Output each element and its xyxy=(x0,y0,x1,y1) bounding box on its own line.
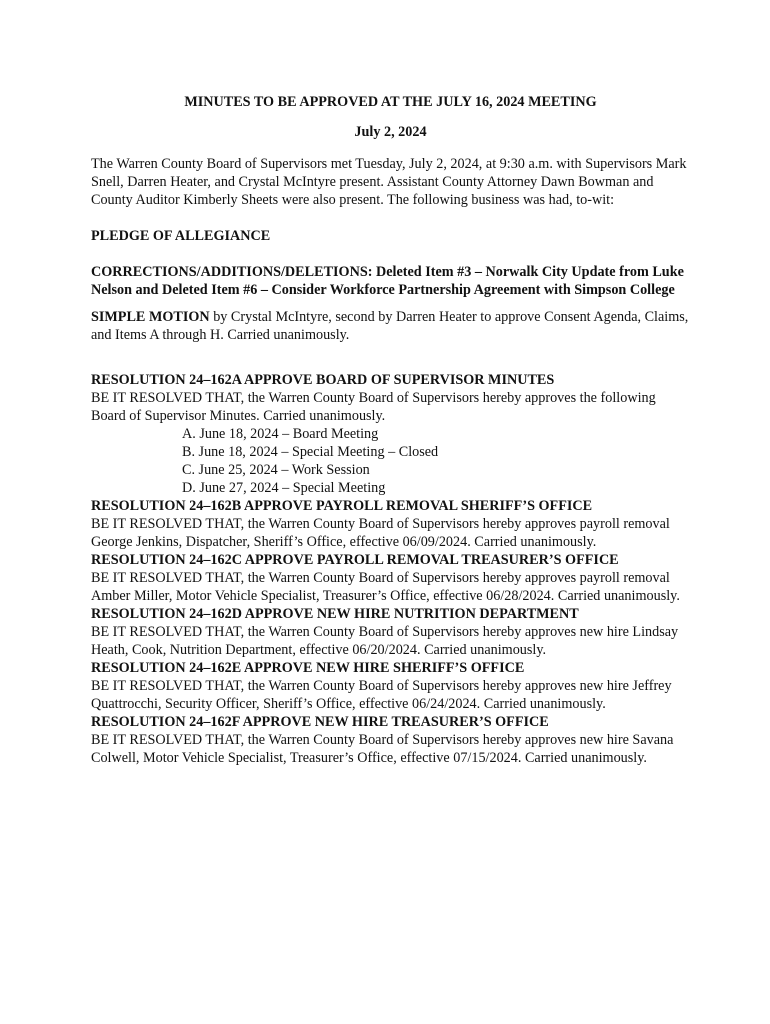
resolution-heading: RESOLUTION 24–162C APPROVE PAYROLL REMOVAL TREASURER’S OFFICE xyxy=(91,552,619,568)
list-item: A. June 18, 2024 – Board Meeting xyxy=(182,426,379,442)
document-title: MINUTES TO BE APPROVED AT THE JULY 16, 2024 MEETING xyxy=(184,94,597,110)
list-item: B. June 18, 2024 – Special Meeting – Closed xyxy=(182,444,439,460)
resolution-162f xyxy=(91,713,690,767)
resolution-162e xyxy=(91,659,690,713)
resolution-body: BE IT RESOLVED THAT, the Warren County Board of Supervisors hereby approves payroll removal Amber Miller, Motor Vehicle Specialist, Treasurer’s Office, effective 06/28/2024. Carried unanimously. xyxy=(91,570,680,604)
resolutions-section xyxy=(91,371,690,767)
simple-motion-label: SIMPLE MOTION xyxy=(91,309,210,325)
resolution-162a xyxy=(91,371,690,497)
resolution-heading: RESOLUTION 24–162B APPROVE PAYROLL REMOVAL SHERIFF’S OFFICE xyxy=(91,498,593,514)
pledge-heading: PLEDGE OF ALLEGIANCE xyxy=(91,228,271,244)
resolution-body: BE IT RESOLVED THAT, the Warren County Board of Supervisors hereby approves the following Board of Supervisor Minutes. Carried unanimously. xyxy=(91,390,656,424)
resolution-162c xyxy=(91,551,690,605)
resolution-body: BE IT RESOLVED THAT, the Warren County Board of Supervisors hereby approves new hire Lindsay Heath, Cook, Nutrition Department, effective 06/20/2024. Carried unanimously. xyxy=(91,624,679,658)
simple-motion-paragraph xyxy=(91,308,690,344)
resolution-heading: RESOLUTION 24–162A APPROVE BOARD OF SUPERVISOR MINUTES xyxy=(91,372,555,388)
resolution-body: BE IT RESOLVED THAT, the Warren County Board of Supervisors hereby approves new hire Savana Colwell, Motor Vehicle Specialist, Treasurer’s Office, effective 07/15/2024. Carried unanimously. xyxy=(91,732,674,766)
resolution-162d xyxy=(91,605,690,659)
resolution-heading: RESOLUTION 24–162F APPROVE NEW HIRE TREASURER’S OFFICE xyxy=(91,714,549,730)
resolution-162b xyxy=(91,497,690,551)
minutes-list xyxy=(91,425,690,497)
meeting-date: July 2, 2024 xyxy=(354,124,427,140)
list-item: D. June 27, 2024 – Special Meeting xyxy=(182,480,386,496)
simple-motion-text: by Crystal McIntyre, second by Darren Heater to approve Consent Agenda, Claims, and Items A through H. Carried unanimously. xyxy=(91,309,689,343)
resolution-body: BE IT RESOLVED THAT, the Warren County Board of Supervisors hereby approves payroll removal George Jenkins, Dispatcher, Sheriff’s Office, effective 06/09/2024. Carried unanimously. xyxy=(91,516,670,550)
list-item: C. June 25, 2024 – Work Session xyxy=(182,462,370,478)
resolution-body: BE IT RESOLVED THAT, the Warren County Board of Supervisors hereby approves new hire Jeffrey Quattrocchi, Security Officer, Sheriff’s Office, effective 06/24/2024. Carried unanimously. xyxy=(91,678,672,712)
resolution-heading: RESOLUTION 24–162D APPROVE NEW HIRE NUTRITION DEPARTMENT xyxy=(91,606,579,622)
intro-paragraph: The Warren County Board of Supervisors met Tuesday, July 2, 2024, at 9:30 a.m. with Supervisors Mark Snell, Darren Heater, and Crystal McIntyre present. Assistant County Attorney Dawn Bowman and County Auditor Kimberly Sheets were also present. The following business was had, to-wit: xyxy=(91,156,687,208)
resolution-heading: RESOLUTION 24–162E APPROVE NEW HIRE SHERIFF’S OFFICE xyxy=(91,660,525,676)
corrections-paragraph: CORRECTIONS/ADDITIONS/DELETIONS: Deleted Item #3 – Norwalk City Update from Luke Nelson and Deleted Item #6 – Consider Workforce Partnership Agreement with Simpson College xyxy=(91,264,684,298)
